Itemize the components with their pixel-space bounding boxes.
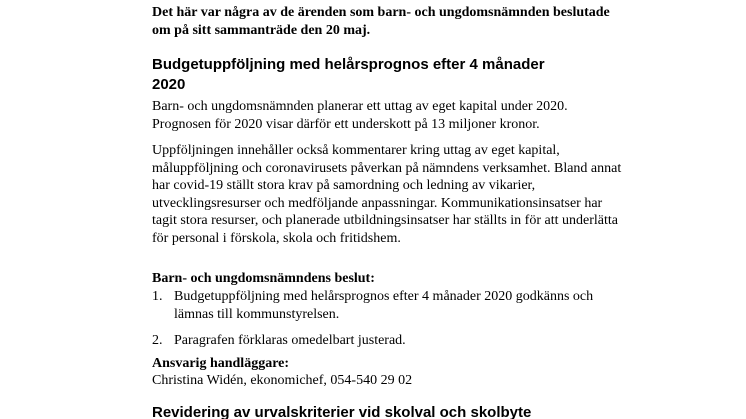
responsible-title: Ansvarig handläggare: (152, 356, 290, 371)
section-heading-urval: Revidering av urvalskriterier vid skolval och skolbyte (152, 404, 532, 419)
decision-text: Paragrafen förklaras omedelbart justerad. (174, 333, 406, 348)
responsible-person: Christina Widén, ekonomichef, 054-540 29 02 (152, 373, 413, 388)
intro-text: Det här var några av de ärenden som barn- och ungdomsnämnden beslutade om på sitt sammanträde den 20 maj. (152, 5, 610, 38)
decision-item-2 (152, 332, 622, 350)
section-heading-line-2: 2020 (152, 76, 186, 93)
decision-number: 1. (152, 289, 163, 304)
section-heading-budget (152, 55, 622, 95)
decision-text: Budgetuppföljning med helårsprognos efter 4 månader 2020 godkänns och lämnas till kommunstyrelsen. (174, 289, 594, 322)
decision-number: 2. (152, 333, 163, 348)
decision-item-1 (152, 288, 622, 323)
budget-paragraph-2: Uppföljningen innehåller också kommentarer kring uttag av eget kapital, måluppföljning och coronavirusets påverkan på nämndens verksamhet. Bland annat har covid-19 ställt stora krav på samordning och ledning av vikarier, utvecklingsresurser och medföljande anpassningar. Kommunikationsinsatser har tagit stora resurser, och planerade utbildningsinsatser har ställts in för att underlätta för personal i förskola, skola och fritidshem. (152, 143, 622, 246)
decision-list (152, 288, 622, 359)
decision-title: Barn- och ungdomsnämndens beslut: (152, 271, 375, 286)
section-heading-line-1: Budgetuppföljning med helårsprognos efter 4 månader (152, 56, 545, 73)
budget-paragraph-1: Barn- och ungdomsnämnden planerar ett uttag av eget kapital under 2020. Prognosen för 2020 visar därför ett underskott på 13 miljoner kronor. (152, 99, 568, 132)
